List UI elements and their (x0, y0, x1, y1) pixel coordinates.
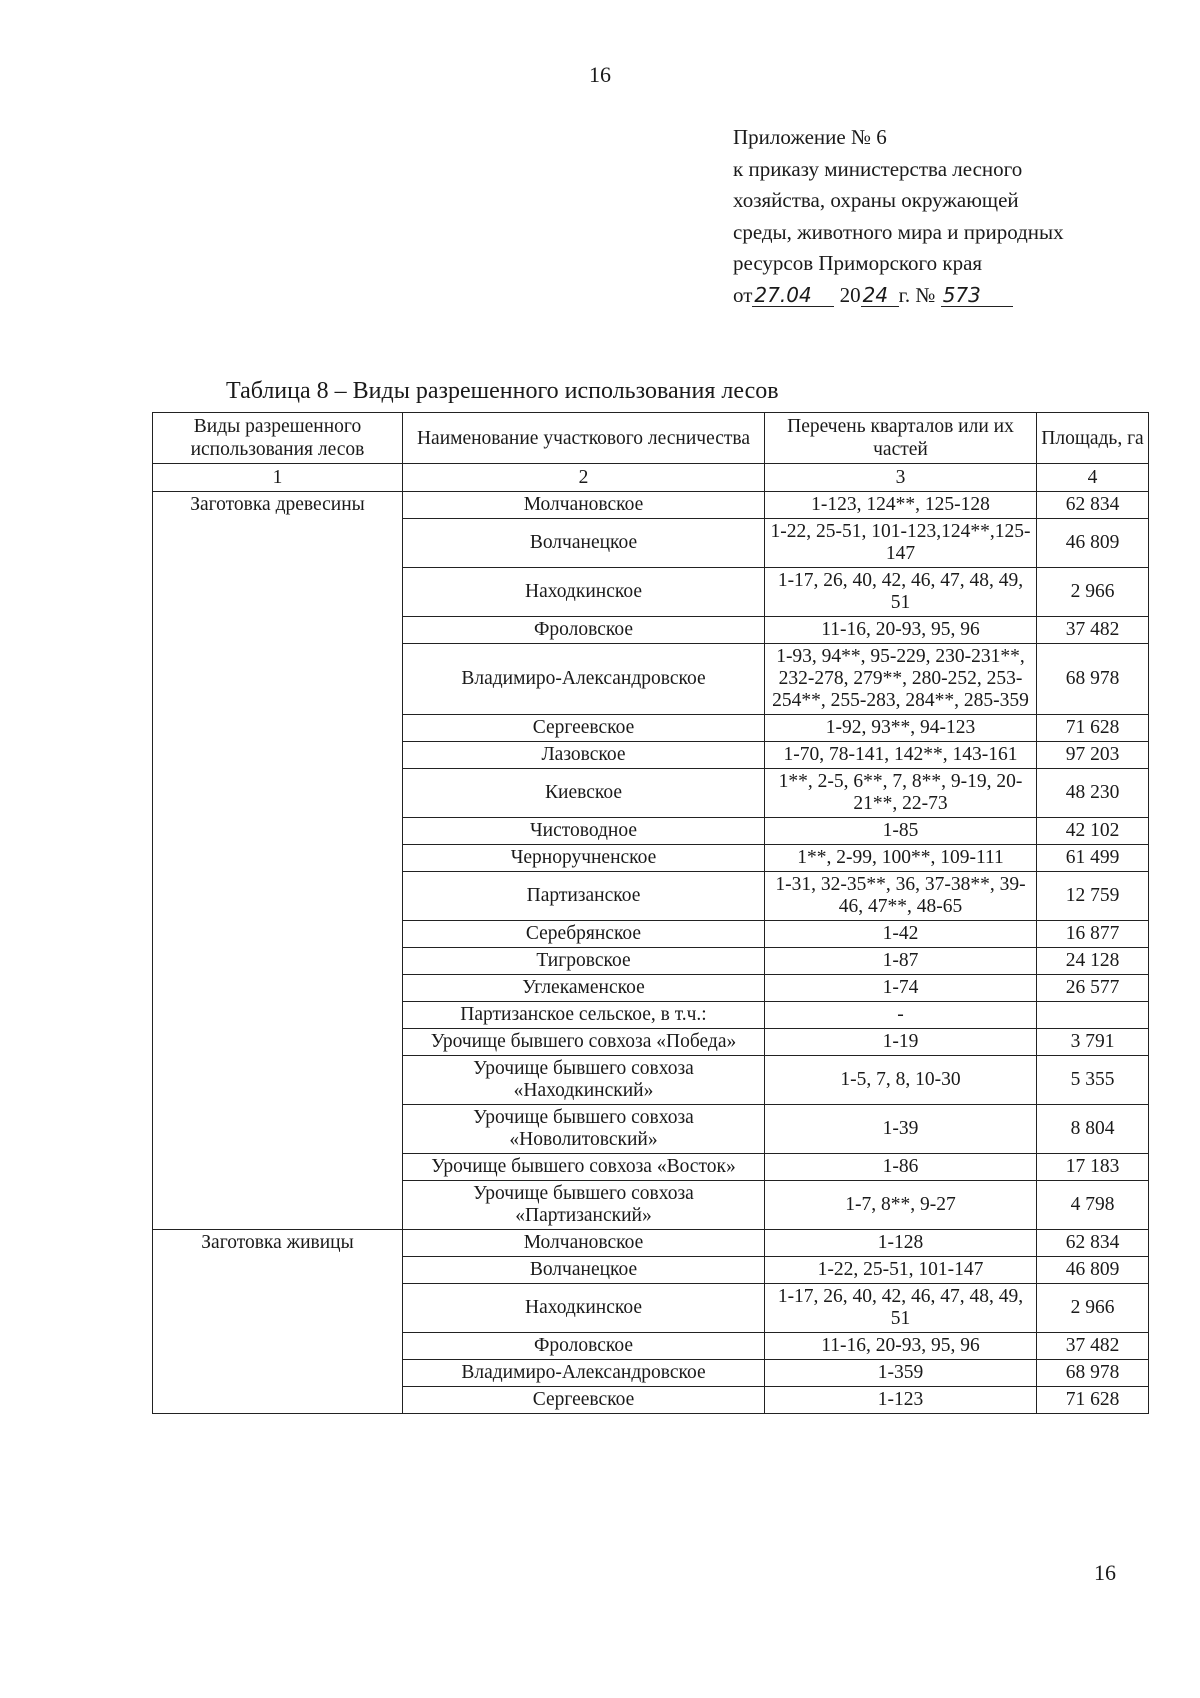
forestry-name-cell: Урочище бывшего совхоза «Находкинский» (403, 1056, 765, 1105)
category-cell-empty (153, 975, 403, 1002)
area-cell: 71 628 (1037, 1387, 1149, 1414)
table-row (153, 568, 1149, 617)
category-cell-empty (153, 519, 403, 568)
area-cell: 37 482 (1037, 1333, 1149, 1360)
forest-use-table (152, 412, 1149, 1414)
table-row (153, 492, 1149, 519)
quarters-cell: 1-42 (765, 921, 1037, 948)
table-row (153, 1360, 1149, 1387)
forestry-name-cell: Молчановское (403, 1230, 765, 1257)
quarters-cell: 1-123, 124**, 125-128 (765, 492, 1037, 519)
forestry-name-cell: Молчановское (403, 492, 765, 519)
quarters-cell: 1-7, 8**, 9-27 (765, 1181, 1037, 1230)
forestry-name-cell: Урочище бывшего совхоза «Победа» (403, 1029, 765, 1056)
appendix-line: к приказу министерства лесного (733, 156, 1023, 181)
area-cell: 8 804 (1037, 1105, 1149, 1154)
table-row (153, 1154, 1149, 1181)
area-cell: 24 128 (1037, 948, 1149, 975)
table-row (153, 872, 1149, 921)
forestry-name-cell: Урочище бывшего совхоза «Восток» (403, 1154, 765, 1181)
quarters-cell: 11-16, 20-93, 95, 96 (765, 617, 1037, 644)
forestry-name-cell: Сергеевское (403, 1387, 765, 1414)
quarters-cell: - (765, 1002, 1037, 1029)
quarters-cell: 1-39 (765, 1105, 1037, 1154)
table-row (153, 769, 1149, 818)
column-number: 2 (403, 464, 765, 492)
category-cell-empty (153, 644, 403, 715)
order-date-line (733, 280, 1173, 312)
area-cell: 71 628 (1037, 715, 1149, 742)
area-cell: 48 230 (1037, 769, 1149, 818)
table-row (153, 1284, 1149, 1333)
appendix-line: среды, животного мира и природных (733, 219, 1064, 244)
quarters-cell: 1-31, 32-35**, 36, 37-38**, 39-46, 47**, 48-65 (765, 872, 1037, 921)
area-cell: 97 203 (1037, 742, 1149, 769)
quarters-cell: 1-70, 78-141, 142**, 143-161 (765, 742, 1037, 769)
forestry-name-cell: Фроловское (403, 1333, 765, 1360)
column-number: 3 (765, 464, 1037, 492)
table-row (153, 1257, 1149, 1284)
area-cell: 3 791 (1037, 1029, 1149, 1056)
category-cell-empty (153, 1002, 403, 1029)
table-row (153, 644, 1149, 715)
forestry-name-cell: Партизанское сельское, в т.ч.: (403, 1002, 765, 1029)
area-cell: 68 978 (1037, 1360, 1149, 1387)
category-cell-empty (153, 1056, 403, 1105)
forestry-name-cell: Владимиро-Александровское (403, 644, 765, 715)
category-cell-empty (153, 948, 403, 975)
forestry-name-cell: Сергеевское (403, 715, 765, 742)
area-cell: 2 966 (1037, 1284, 1149, 1333)
quarters-cell: 1-93, 94**, 95-229, 230-231**, 232-278, 279**, 280-252, 253-254**, 255-283, 284**, 285-359 (765, 644, 1037, 715)
table-body (153, 492, 1149, 1414)
forestry-name-cell: Урочище бывшего совхоза «Новолитовский» (403, 1105, 765, 1154)
table-title: Таблица 8 – Виды разрешенного использования лесов (226, 378, 779, 404)
date-mid: 20 (839, 282, 861, 307)
area-cell: 46 809 (1037, 519, 1149, 568)
forestry-name-cell: Волчанецкое (403, 519, 765, 568)
forestry-name-cell: Находкинское (403, 568, 765, 617)
handwritten-date: 27.04 (752, 284, 834, 307)
quarters-cell: 11-16, 20-93, 95, 96 (765, 1333, 1037, 1360)
header-cell: Площадь, га (1037, 413, 1149, 464)
forestry-name-cell: Владимиро-Александровское (403, 1360, 765, 1387)
category-cell-empty (153, 1333, 403, 1360)
category-cell-empty (153, 1257, 403, 1284)
table-row (153, 715, 1149, 742)
forestry-name-cell: Серебрянское (403, 921, 765, 948)
quarters-cell: 1-19 (765, 1029, 1037, 1056)
category-cell-empty (153, 921, 403, 948)
category-cell-empty (153, 845, 403, 872)
quarters-cell: 1-74 (765, 975, 1037, 1002)
table-row (153, 1105, 1149, 1154)
appendix-line: ресурсов Приморского края (733, 251, 983, 275)
category-cell-empty (153, 1360, 403, 1387)
quarters-cell: 1-92, 93**, 94-123 (765, 715, 1037, 742)
category-cell-empty (153, 872, 403, 921)
header-cell: Наименование участкового лесничества (403, 413, 765, 464)
category-cell-empty (153, 568, 403, 617)
forestry-name-cell: Фроловское (403, 617, 765, 644)
table-row (153, 742, 1149, 769)
forestry-name-cell: Урочище бывшего совхоза «Партизанский» (403, 1181, 765, 1230)
forestry-name-cell: Чистоводное (403, 818, 765, 845)
quarters-cell: 1-22, 25-51, 101-147 (765, 1257, 1037, 1284)
table-row (153, 1029, 1149, 1056)
area-cell: 12 759 (1037, 872, 1149, 921)
appendix-line: Приложение № 6 (733, 125, 887, 149)
forestry-name-cell: Волчанецкое (403, 1257, 765, 1284)
forestry-name-cell: Тигровское (403, 948, 765, 975)
table-row (153, 617, 1149, 644)
category-cell-empty (153, 1029, 403, 1056)
category-cell: Заготовка живицы (153, 1230, 403, 1257)
appendix-block (733, 122, 1173, 311)
forestry-name-cell: Черноручненское (403, 845, 765, 872)
area-cell: 4 798 (1037, 1181, 1149, 1230)
table-row (153, 1333, 1149, 1360)
header-cell: Перечень кварталов или их частей (765, 413, 1037, 464)
table-row (153, 845, 1149, 872)
category-cell: Заготовка древесины (153, 492, 403, 519)
quarters-cell: 1-87 (765, 948, 1037, 975)
area-cell: 37 482 (1037, 617, 1149, 644)
quarters-cell: 1-5, 7, 8, 10-30 (765, 1056, 1037, 1105)
category-cell-empty (153, 1387, 403, 1414)
column-number-row (153, 464, 1149, 492)
quarters-cell: 1**, 2-99, 100**, 109-111 (765, 845, 1037, 872)
category-cell-empty (153, 617, 403, 644)
quarters-cell: 1-359 (765, 1360, 1037, 1387)
area-cell: 26 577 (1037, 975, 1149, 1002)
page-number-top: 16 (589, 62, 611, 87)
column-number: 4 (1037, 464, 1149, 492)
category-cell-empty (153, 742, 403, 769)
table-row (153, 1181, 1149, 1230)
area-cell: 62 834 (1037, 1230, 1149, 1257)
quarters-cell: 1-17, 26, 40, 42, 46, 47, 48, 49, 51 (765, 1284, 1037, 1333)
quarters-cell: 1-86 (765, 1154, 1037, 1181)
table-row (153, 1056, 1149, 1105)
area-cell: 62 834 (1037, 492, 1149, 519)
table-row (153, 1387, 1149, 1414)
handwritten-order-number: 573 (941, 284, 1013, 307)
table-row (153, 921, 1149, 948)
table-row (153, 948, 1149, 975)
date-prefix: от (733, 282, 753, 307)
forestry-name-cell: Находкинское (403, 1284, 765, 1333)
quarters-cell: 1-17, 26, 40, 42, 46, 47, 48, 49, 51 (765, 568, 1037, 617)
table-row (153, 1002, 1149, 1029)
table-row (153, 975, 1149, 1002)
area-cell: 46 809 (1037, 1257, 1149, 1284)
area-cell (1037, 1002, 1149, 1029)
header-row (153, 413, 1149, 464)
category-cell-empty (153, 715, 403, 742)
category-cell-empty (153, 1181, 403, 1230)
quarters-cell: 1-123 (765, 1387, 1037, 1414)
table-row (153, 818, 1149, 845)
category-cell-empty (153, 769, 403, 818)
area-cell: 61 499 (1037, 845, 1149, 872)
handwritten-year: 24 (861, 284, 899, 307)
table-row (153, 1230, 1149, 1257)
area-cell: 5 355 (1037, 1056, 1149, 1105)
area-cell: 17 183 (1037, 1154, 1149, 1181)
category-cell-empty (153, 818, 403, 845)
header-cell: Виды разрешенного использования лесов (153, 413, 403, 464)
category-cell-empty (153, 1105, 403, 1154)
area-cell: 2 966 (1037, 568, 1149, 617)
column-number: 1 (153, 464, 403, 492)
forestry-name-cell: Киевское (403, 769, 765, 818)
forestry-name-cell: Лазовское (403, 742, 765, 769)
appendix-line: хозяйства, охраны окружающей (733, 188, 1019, 212)
forestry-name-cell: Углекаменское (403, 975, 765, 1002)
quarters-cell: 1-85 (765, 818, 1037, 845)
area-cell: 16 877 (1037, 921, 1149, 948)
table-row (153, 519, 1149, 568)
forestry-name-cell: Партизанское (403, 872, 765, 921)
area-cell: 42 102 (1037, 818, 1149, 845)
quarters-cell: 1-128 (765, 1230, 1037, 1257)
page-number-bottom: 16 (1094, 1560, 1116, 1585)
date-suffix: г. № (898, 282, 936, 307)
category-cell-empty (153, 1284, 403, 1333)
area-cell: 68 978 (1037, 644, 1149, 715)
quarters-cell: 1**, 2-5, 6**, 7, 8**, 9-19, 20-21**, 22-73 (765, 769, 1037, 818)
quarters-cell: 1-22, 25-51, 101-123,124**,125-147 (765, 519, 1037, 568)
category-cell-empty (153, 1154, 403, 1181)
